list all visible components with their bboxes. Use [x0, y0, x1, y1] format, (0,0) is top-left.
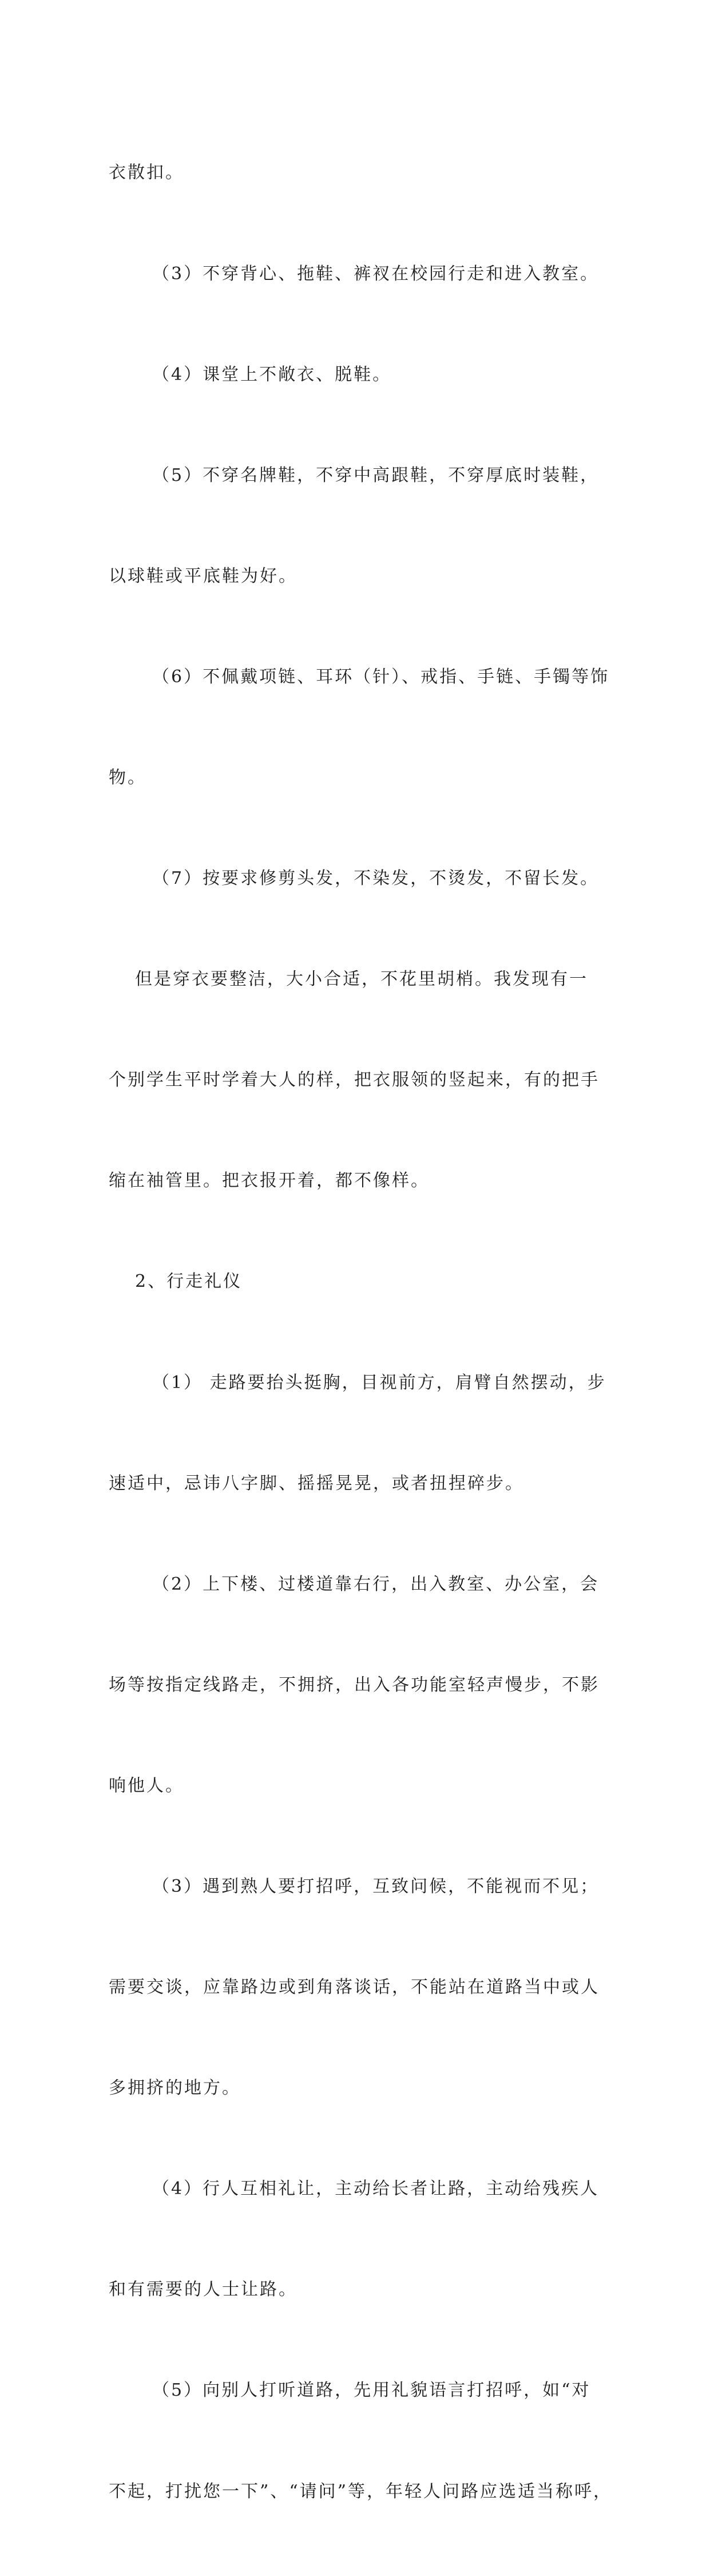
- text-line: 和有需要的人士让路。: [109, 2279, 298, 2300]
- text-line: （3）不穿背心、拖鞋、裤衩在校园行走和进入教室。: [152, 263, 600, 284]
- text-line: 场等按指定线路走，不拥挤，出入各功能室轻声慢步，不影: [109, 1674, 600, 1695]
- text-line: （4）行人互相礼让，主动给长者让路，主动给残疾人: [152, 2179, 600, 2199]
- text-line: 以球鞋或平底鞋为好。: [109, 566, 298, 586]
- text-line: 不起，打扰您一下”、“请问”等，年轻人问路应选适当称呼，: [109, 2481, 613, 2502]
- document-body: [109, 89, 613, 2576]
- text-line: 响他人。: [109, 1775, 184, 1796]
- text-line: 但是穿衣要整洁，大小合适，不花里胡梢。我发现有一: [135, 969, 588, 990]
- text-line: 速适中，忌讳八字脚、摇摇晃晃，或者扭捏碎步。: [109, 1473, 524, 1494]
- text-line: 衣散扣。: [109, 163, 184, 183]
- text-line: 需要交谈，应靠路边或到角落谈话，不能站在道路当中或人: [109, 1977, 600, 1998]
- text-line: （1） 走路要抬头挺胸，目视前方，肩臂自然摆动，步: [152, 1372, 606, 1393]
- section-heading: 2、行走礼仪: [135, 1271, 243, 1292]
- text-line: 缩在袖管里。把衣报开着，都不像样。: [109, 1171, 430, 1191]
- text-line: （4）课堂上不敞衣、脱鞋。: [152, 364, 392, 385]
- text-line: 个别学生平时学着大人的样，把衣服领的竖起来，有的把手: [109, 1070, 600, 1091]
- text-line: （3）遇到熟人要打招呼，互致问候，不能视而不见；: [152, 1876, 600, 1897]
- text-line: （2）上下楼、过楼道靠右行，出入教室、办公室，会: [152, 1574, 600, 1594]
- text-line: （7）按要求修剪头发，不染发，不烫发，不留长发。: [152, 868, 600, 889]
- text-line: 多拥挤的地方。: [109, 2078, 241, 2099]
- text-line: （5）向别人打听道路，先用礼貌语言打招呼，如“对: [152, 2380, 591, 2401]
- text-line: （6）不佩戴项链、耳环（针）、戒指、手链、手镯等饰: [152, 666, 610, 687]
- text-line: 物。: [109, 767, 146, 788]
- text-line: （5）不穿名牌鞋，不穿中高跟鞋，不穿厚底时装鞋，: [152, 465, 600, 485]
